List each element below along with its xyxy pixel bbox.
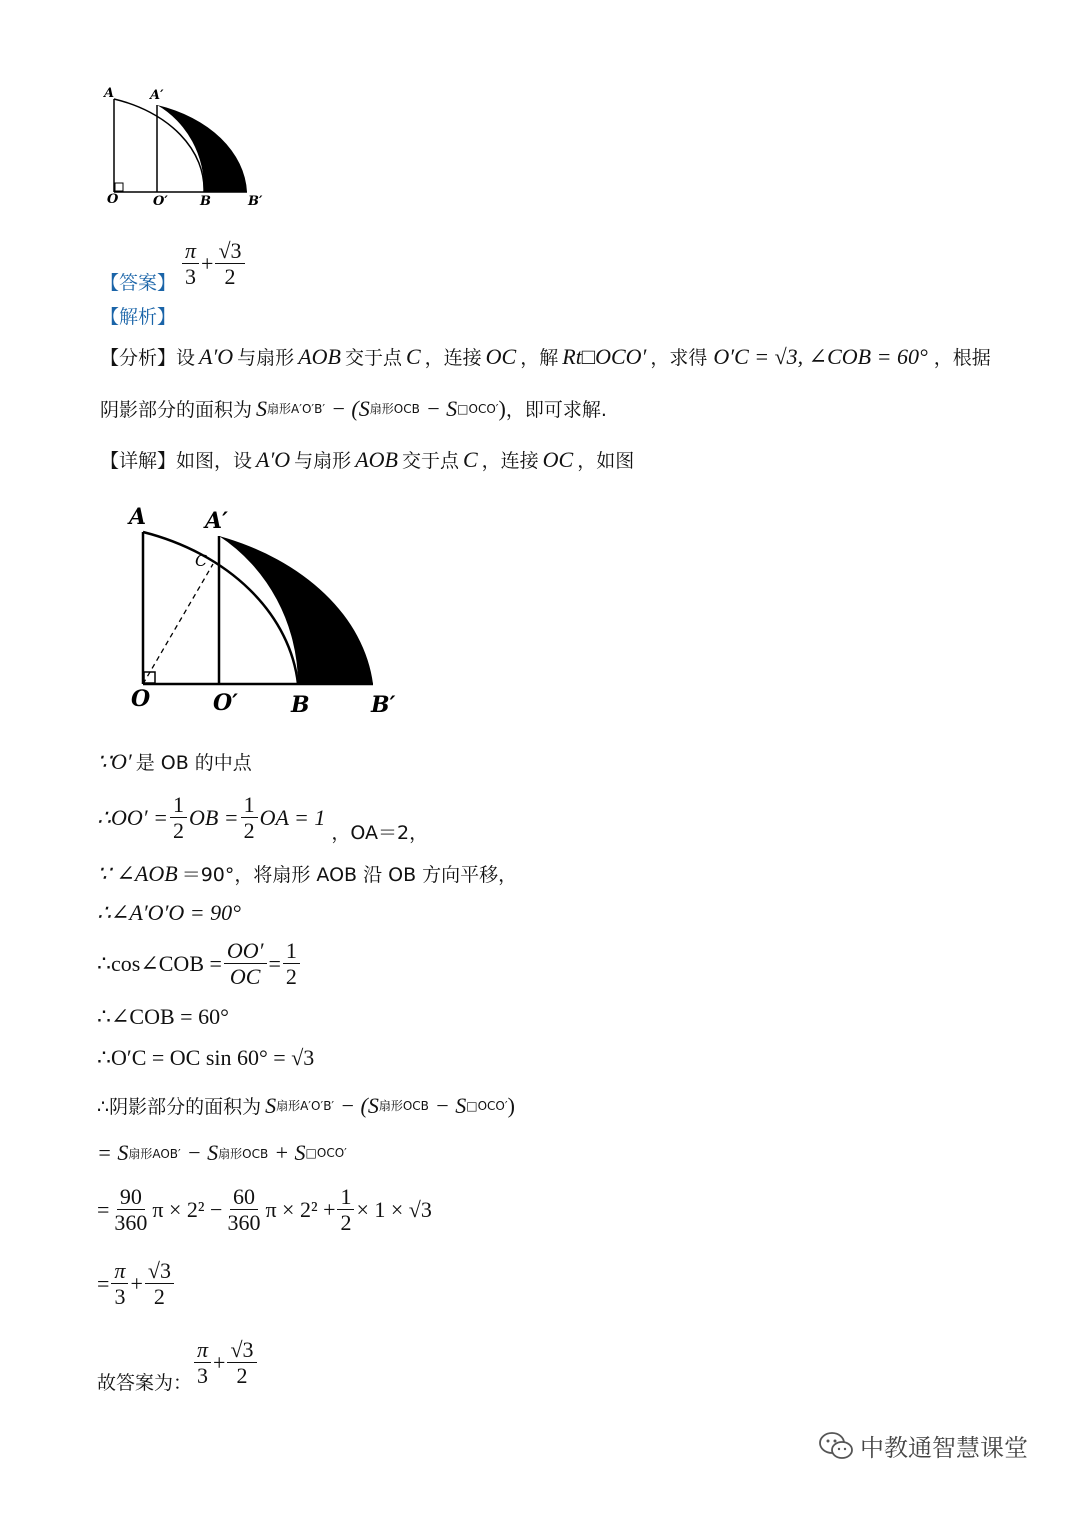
- frac-num: π: [182, 238, 199, 264]
- subscript: □OCO′: [305, 1146, 347, 1160]
- frac-num: 1: [337, 1184, 354, 1210]
- math: =: [268, 950, 281, 976]
- subscript: 扇形OCB: [378, 1099, 429, 1113]
- step-6: [97, 1004, 229, 1030]
- frac-den: 360: [227, 1210, 261, 1236]
- math: C: [405, 343, 421, 369]
- label-o1: O′: [153, 194, 168, 209]
- label-b: B: [200, 194, 211, 209]
- plus-sign: +: [201, 250, 214, 276]
- step-7: [97, 1045, 314, 1071]
- math: S: [265, 1092, 277, 1118]
- math: − S: [186, 1140, 219, 1165]
- fenxi-line-1: [100, 343, 991, 370]
- fenxi-tag: 【分析】: [100, 347, 177, 369]
- detail-line: [100, 446, 634, 473]
- answer-tag: 【答案】: [100, 272, 177, 294]
- frac-num: √3: [215, 238, 244, 264]
- frac-num: 1: [241, 792, 258, 818]
- math: =: [97, 1270, 110, 1296]
- step-1: [97, 748, 252, 775]
- watermark: [818, 1428, 1028, 1463]
- frac-den: 2: [236, 1363, 248, 1388]
- arc-ab: [114, 99, 204, 192]
- frac-den: 3: [185, 264, 197, 289]
- math: − S: [425, 395, 458, 421]
- label-a1: A′: [150, 88, 164, 103]
- text: 与扇形: [237, 347, 295, 369]
- math: AOB: [298, 343, 341, 369]
- text: 交于点: [344, 347, 402, 369]
- math: π × 2² −: [152, 1196, 223, 1222]
- fraction: [224, 938, 267, 990]
- math: A′O: [256, 446, 291, 472]
- math: ∴O′C = OC sin 60° = √3: [97, 1045, 315, 1070]
- shaded-region: [219, 536, 373, 684]
- math: ∴∠COB = 60°: [97, 1004, 229, 1029]
- answer-frac-1: [182, 238, 199, 290]
- step-9: [97, 1140, 347, 1166]
- answer-frac-2: [215, 238, 244, 290]
- text: ∴阴影部分的面积为: [97, 1096, 262, 1118]
- frac-num: √3: [145, 1258, 174, 1284]
- arc-ab: [143, 532, 298, 684]
- frac-num: OO′: [224, 938, 267, 964]
- analysis-heading: 【解析】: [100, 306, 177, 328]
- text: ，求得: [650, 347, 708, 369]
- fraction: [224, 1184, 263, 1236]
- detail-tag: 【详解】: [100, 450, 177, 472]
- fraction: [145, 1258, 174, 1310]
- frac-num: 60: [230, 1184, 258, 1210]
- math: Rt□OCO′: [562, 343, 647, 369]
- frac-den: 2: [243, 818, 255, 843]
- fraction: [283, 938, 300, 990]
- math: S: [256, 395, 268, 421]
- fraction: [170, 792, 187, 844]
- shaded-region: [157, 105, 247, 192]
- fraction: [194, 1337, 211, 1389]
- label-o1: O′: [213, 690, 238, 716]
- text: 故答案为：: [97, 1372, 193, 1394]
- math: O′C = √3, ∠COB = 60°: [713, 343, 928, 369]
- step-10: [97, 1184, 432, 1236]
- text: 设: [176, 347, 196, 369]
- text: ，即可求解.: [505, 399, 607, 421]
- math: × 1 × √3: [356, 1196, 432, 1222]
- frac-den: 360: [114, 1210, 148, 1236]
- watermark-text: 中教通智慧课堂: [860, 1434, 1028, 1462]
- step-8: [97, 1092, 515, 1119]
- step-3: [97, 860, 517, 887]
- text: 如图，设: [176, 450, 253, 472]
- math: AOB: [355, 446, 398, 472]
- math: ): [498, 395, 506, 421]
- step-4: [97, 900, 241, 926]
- math: A′O: [199, 343, 234, 369]
- frac-den: 3: [114, 1284, 126, 1310]
- step-5: [97, 938, 302, 990]
- frac-den: 2: [285, 964, 297, 990]
- frac-num: √3: [227, 1337, 256, 1363]
- math: +: [130, 1270, 143, 1296]
- text: 交于点: [401, 450, 459, 472]
- text: ＝90°，将扇形 AOB 沿 OB 方向平移，: [181, 864, 518, 886]
- label-c: C: [195, 551, 208, 570]
- segment-oc-dashed: [143, 564, 213, 684]
- label-o: O: [131, 686, 151, 712]
- text: ，OA＝2，: [331, 822, 429, 844]
- text: ，连接: [481, 450, 539, 472]
- label-a1: A′: [205, 508, 228, 534]
- fraction: [337, 1184, 354, 1236]
- subscript: 扇形AOB′: [128, 1146, 181, 1161]
- text: ，根据: [933, 347, 991, 369]
- fraction: [111, 1258, 128, 1310]
- math: OC: [485, 343, 517, 369]
- text: ，连接: [424, 347, 482, 369]
- frac-num: π: [194, 1337, 211, 1363]
- frac-num: π: [111, 1258, 128, 1284]
- frac-den: OC: [229, 964, 261, 990]
- math: − S: [434, 1092, 467, 1118]
- label-a: A: [104, 86, 115, 101]
- frac-den: 3: [197, 1363, 209, 1388]
- text: 是 OB 的中点: [135, 752, 252, 774]
- math: − (S: [340, 1092, 379, 1118]
- diagram-large: [125, 500, 415, 730]
- math: ∵ ∠AOB: [97, 860, 178, 886]
- math: ∵O′: [97, 748, 132, 774]
- final-answer: [97, 1330, 259, 1395]
- right-angle-mark: [115, 183, 123, 191]
- answer-line: [100, 232, 247, 295]
- frac-den: 2: [224, 264, 236, 289]
- math: = S: [97, 1140, 129, 1165]
- math: ∴OO′ =: [97, 804, 168, 830]
- label-b1: B′: [248, 194, 263, 209]
- math: − (S: [331, 395, 370, 421]
- frac-num: 1: [170, 792, 187, 818]
- text: ，如图: [577, 450, 635, 472]
- math: +: [213, 1349, 226, 1375]
- frac-den: 2: [153, 1284, 165, 1310]
- step-11: [97, 1258, 176, 1310]
- label-b: B: [291, 692, 310, 718]
- subscript: □OCO′: [457, 401, 499, 416]
- label-a: A: [129, 504, 147, 530]
- diagram-small: [100, 85, 270, 215]
- fraction: [241, 792, 258, 844]
- math: ∴∠A′O′O = 90°: [97, 900, 241, 925]
- frac-den: 2: [340, 1210, 352, 1236]
- subscript: 扇形OCB: [369, 402, 420, 416]
- math: C: [462, 446, 478, 472]
- math: OC: [542, 446, 574, 472]
- subscript: 扇形A′O′B′: [276, 1099, 335, 1113]
- frac-num: 90: [117, 1184, 145, 1210]
- math: ): [507, 1092, 515, 1118]
- math: ∴cos∠COB =: [97, 950, 222, 976]
- fraction: [227, 1337, 256, 1389]
- math: =: [97, 1196, 110, 1222]
- math: π × 2² +: [265, 1196, 336, 1222]
- math: + S: [274, 1140, 306, 1165]
- step-2: [97, 790, 428, 845]
- subscript: 扇形OCB: [218, 1146, 269, 1161]
- frac-den: 2: [172, 818, 184, 843]
- text: 阴影部分的面积为: [100, 399, 253, 421]
- label-b1: B′: [371, 692, 396, 718]
- fraction: [111, 1184, 150, 1236]
- fenxi-line-2: [100, 395, 607, 422]
- math: OB =: [188, 804, 239, 830]
- text: ，解: [520, 347, 559, 369]
- subscript: 扇形A′O′B′: [267, 402, 326, 416]
- subscript: □OCO′: [466, 1098, 508, 1113]
- math: OA = 1: [259, 804, 326, 830]
- label-o: O: [107, 192, 119, 207]
- wechat-icon: [818, 1431, 854, 1461]
- text: 与扇形: [294, 450, 352, 472]
- frac-num: 1: [283, 938, 300, 964]
